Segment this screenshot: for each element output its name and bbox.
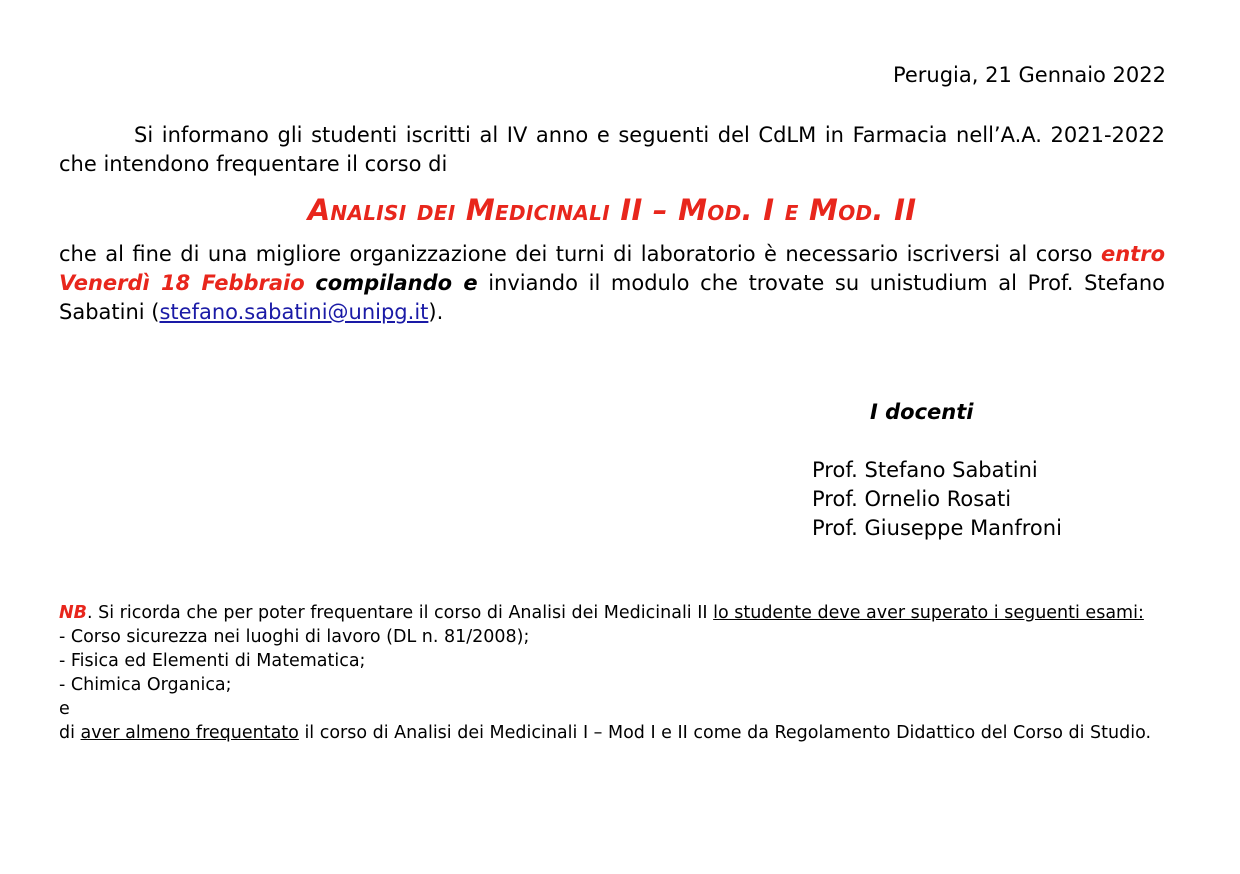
nb-final-underlined: aver almeno frequentato <box>80 723 299 743</box>
nb-intro-text: . Si ricorda che per poter frequentare il corso di Analisi dei Medicinali II <box>87 603 714 623</box>
nb-list-item: - Chimica Organica; <box>59 675 232 695</box>
nb-conjunction: e <box>59 699 70 719</box>
notice-text-3: inviando il modulo che trovate su unistudium al Prof. Stefano Sabatini ( <box>59 271 1165 324</box>
nb-final-prefix: di <box>59 723 81 743</box>
nb-list-item: - Fisica ed Elementi di Matematica; <box>59 651 366 671</box>
professor-list <box>812 456 1062 543</box>
nb-intro <box>59 601 1167 625</box>
notice-text-1: che al fine di una migliore organizzazione dei turni di laboratorio è necessario iscriversi al corso <box>59 242 1101 266</box>
course-title: Analisi dei Medicinali II – Mod. I e Mod. II <box>307 193 917 227</box>
document-date: Perugia, 21 Gennaio 2022 <box>892 63 1166 87</box>
compilando-text: compilando e <box>315 271 478 295</box>
nb-note <box>59 601 1167 745</box>
intro-text: Si informano gli studenti iscritti al IV anno e seguenti del CdLM in Farmacia nell’A.A. 2021-2022 che intendono frequentare il corso di <box>59 123 1165 176</box>
professor-name: Prof. Giuseppe Manfroni <box>812 516 1062 540</box>
email-link[interactable]: stefano.sabatini@unipg.it <box>159 300 429 324</box>
intro-paragraph <box>59 121 1165 179</box>
signature-heading: I docenti <box>870 400 974 424</box>
notice-text-2 <box>305 271 316 295</box>
notice-text-4: ). <box>428 300 444 324</box>
nb-final <box>59 721 1167 745</box>
nb-requirement: lo studente deve aver superato i seguenti esami: <box>713 603 1144 623</box>
nb-final-rest: il corso di Analisi dei Medicinali I – Mod I e II come da Regolamento Didattico del Corso di Studio. <box>298 723 1152 743</box>
notice-paragraph <box>59 240 1165 327</box>
professor-name: Prof. Stefano Sabatini <box>812 458 1038 482</box>
deadline-text: entro Venerdì 18 Febbraio <box>59 242 1165 295</box>
professor-name: Prof. Ornelio Rosati <box>812 487 1012 511</box>
nb-label: NB <box>59 603 87 623</box>
nb-list-item: - Corso sicurezza nei luoghi di lavoro (DL n. 81/2008); <box>59 627 530 647</box>
